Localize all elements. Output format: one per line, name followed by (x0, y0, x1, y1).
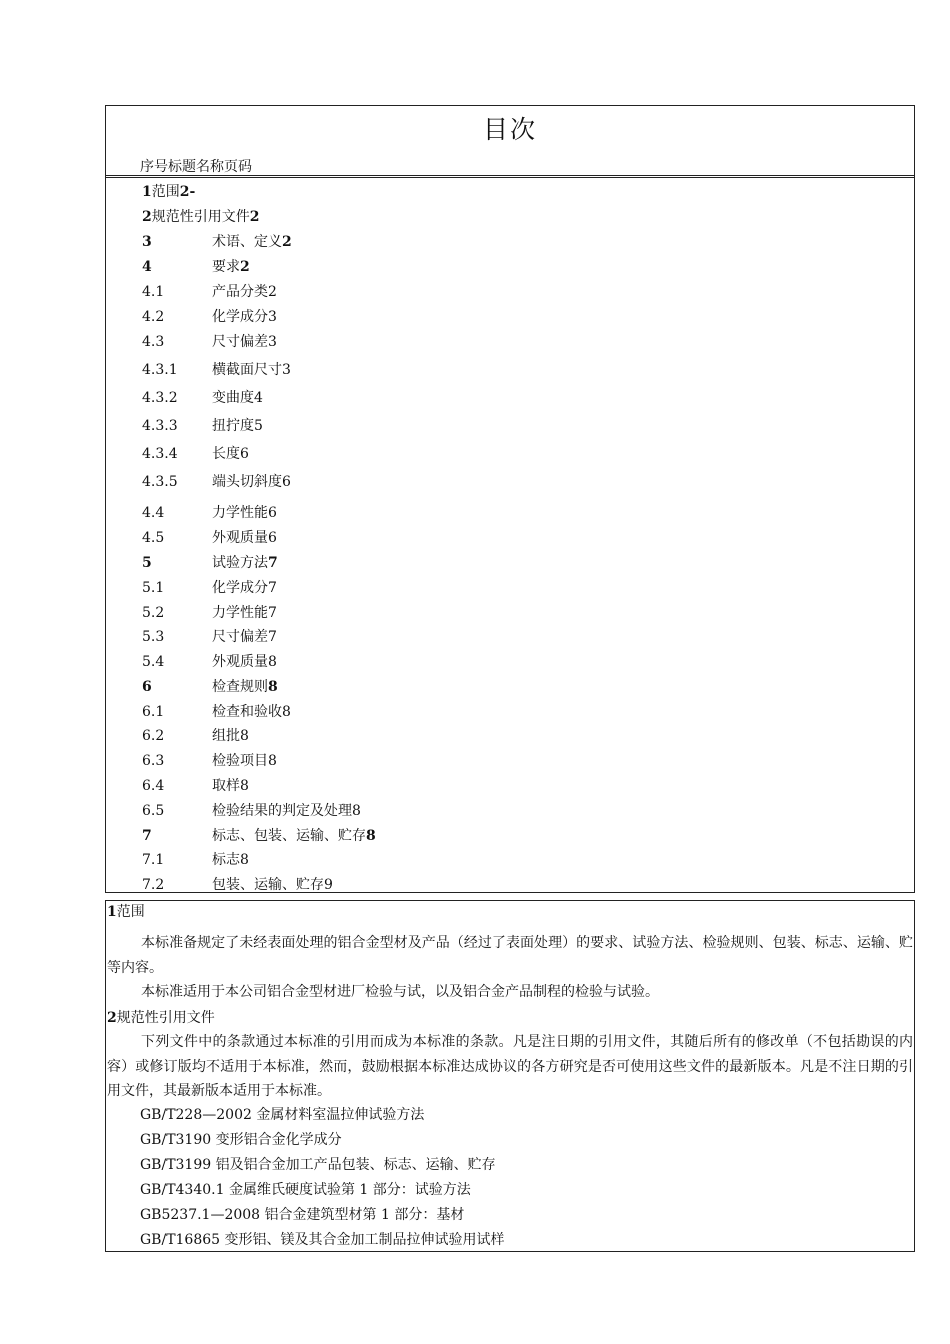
toc-entry-page: 2 (268, 284, 277, 300)
toc-entry-title: 检查规则 (212, 679, 268, 695)
toc-entry (142, 727, 249, 745)
toc-entry-title: 尺寸偏差 (212, 629, 268, 645)
toc-entry (142, 752, 277, 770)
toc-entry-title: 试验方法 (212, 555, 268, 571)
toc-entry-title: 扭拧度 (212, 418, 254, 434)
toc-entry-page: 8 (240, 778, 249, 794)
toc-entry-page: 4 (254, 390, 263, 406)
reference-item: GB/T16865 变形铝、镁及其合金加工制品拉伸试验用试样 (140, 1232, 505, 1248)
toc-entry-title: 检查和验收 (212, 704, 282, 720)
section-1-paragraph-2: 本标准适用于本公司铝合金型材进厂检验与试，以及铝合金产品制程的检验与试验。 (141, 984, 659, 1000)
toc-entry-title: 端头切斜度 (212, 474, 282, 490)
toc-entry-page: 2 (282, 234, 292, 250)
toc-entry-page: 3 (268, 334, 277, 350)
toc-entry (142, 504, 277, 522)
toc-entry-page: 3 (282, 362, 291, 378)
toc-entry-number: 4.4 (142, 505, 165, 521)
toc-entry-title: 尺寸偏差 (212, 334, 268, 350)
reference-item: GB5237.1—2008 铝合金建筑型材第 1 部分：基材 (140, 1207, 465, 1223)
toc-entry-number: 4.3.1 (142, 362, 178, 378)
document-body (105, 900, 915, 1252)
toc-entry (142, 851, 249, 869)
toc-entry-number: 3 (142, 234, 152, 250)
toc-entry (142, 389, 263, 407)
toc-entry-title: 变曲度 (212, 390, 254, 406)
toc-entry-page: 8 (352, 803, 361, 819)
toc-entry-number: 4.3.5 (142, 474, 178, 490)
toc-entry-page: 7 (268, 555, 278, 571)
toc-entry-number: 5.1 (142, 580, 165, 596)
reference-item: GB/T3199 铝及铝合金加工产品包装、标志、运输、贮存 (140, 1157, 496, 1173)
section-1-paragraph-1: 本标准备规定了未经表面处理的铝合金型材及产品（经过了表面处理）的要求、试验方法、检验规则、包装、标志、运输、贮等内容。 (107, 935, 913, 976)
toc-entry (142, 802, 361, 820)
toc-entry-page: 8 (268, 753, 277, 769)
toc-entry-number: 4.3.2 (142, 390, 178, 406)
toc-entry-page: 9 (324, 877, 333, 893)
toc-entry (142, 876, 333, 894)
toc-entry (142, 473, 291, 491)
toc-entry-page: 3 (268, 309, 277, 325)
toc-entry (142, 827, 376, 845)
toc-entry (142, 653, 277, 671)
section-number: 2 (107, 1010, 117, 1026)
toc-entry-number: 4.3.4 (142, 446, 178, 462)
toc-entry-title: 横截面尺寸 (212, 362, 282, 378)
toc-entry-title: 检验结果的判定及处理 (212, 803, 352, 819)
section-2-heading (107, 1009, 215, 1027)
toc-entry-page: 5 (254, 418, 263, 434)
toc-entry-title: 检验项目 (212, 753, 268, 769)
toc-entry-page: 8 (268, 679, 278, 695)
toc-entry-number: 5.4 (142, 654, 165, 670)
section-number: 1 (107, 904, 117, 920)
toc-entry-number: 4 (142, 259, 152, 275)
toc-entry-number: 4.1 (142, 284, 165, 300)
toc-entry-title: 产品分类 (212, 284, 268, 300)
toc-entry-number: 7.1 (142, 852, 165, 868)
toc-entry (142, 183, 195, 201)
toc-entry-number: 4.3 (142, 334, 165, 350)
toc-entry-page: 2 (240, 259, 250, 275)
section-title: 范围 (116, 904, 145, 920)
toc-entry-number: 1 (142, 184, 152, 200)
toc-entry-page: 8 (268, 654, 277, 670)
section-1-heading (107, 903, 145, 921)
toc-entry-title: 外观质量 (212, 654, 268, 670)
toc-entry-page: 8 (240, 852, 249, 868)
toc-entry-title: 标志 (212, 852, 240, 868)
toc-entry-title: 力学性能 (212, 505, 268, 521)
toc-entry-number: 6.1 (142, 704, 165, 720)
toc-entry-title: 规范性引用文件 (151, 209, 250, 225)
toc-entry-title: 术语、定义 (212, 234, 282, 250)
toc-entry-title: 外观质量 (212, 530, 268, 546)
toc-entry (142, 208, 260, 226)
reference-item: GB/T3190 变形铝合金化学成分 (140, 1132, 342, 1148)
toc-entry-title: 长度 (212, 446, 240, 462)
toc-entry-page: 2- (179, 184, 196, 200)
toc-entry (142, 258, 250, 276)
toc-entry-title: 要求 (212, 259, 240, 275)
toc-entry-number: 4.3.3 (142, 418, 178, 434)
toc-entry-number: 7 (142, 828, 152, 844)
toc-column-header: 序号标题名称页码 (140, 159, 252, 175)
toc-entry-page: 8 (282, 704, 291, 720)
toc-entry-number: 5 (142, 555, 152, 571)
toc-entry-page: 7 (268, 580, 277, 596)
toc-entry-title: 化学成分 (212, 580, 268, 596)
toc-entry (142, 333, 277, 351)
toc-entry-number: 6.5 (142, 803, 165, 819)
toc-entry-page: 6 (268, 530, 277, 546)
toc-entry (142, 529, 277, 547)
toc-entry-title: 范围 (151, 184, 180, 200)
toc-entry (142, 554, 278, 572)
toc-entry-page: 2 (249, 209, 260, 225)
toc-entry (142, 703, 291, 721)
toc-entry-page: 7 (268, 629, 277, 645)
toc-title: 目次 (482, 115, 537, 144)
toc-entry (142, 233, 292, 251)
toc-entry-number: 6.2 (142, 728, 165, 744)
toc-entry (142, 417, 263, 435)
toc-entry-title: 包装、运输、贮存 (212, 877, 324, 893)
toc-entry (142, 361, 291, 379)
table-of-contents (105, 105, 915, 893)
toc-entry-number: 5.3 (142, 629, 165, 645)
toc-entry-number: 6.3 (142, 753, 165, 769)
toc-entry-page: 8 (366, 828, 376, 844)
toc-entry (142, 604, 277, 622)
toc-entry-number: 5.2 (142, 605, 165, 621)
toc-entry-page: 7 (268, 605, 277, 621)
toc-entry-number: 6.4 (142, 778, 165, 794)
toc-entry-number: 4.2 (142, 309, 165, 325)
reference-item: GB/T4340.1 金属维氏硬度试验第 1 部分：试验方法 (140, 1182, 471, 1198)
toc-entry-number: 2 (142, 209, 152, 225)
toc-entry-title: 取样 (212, 778, 240, 794)
toc-entry-page: 6 (240, 446, 249, 462)
section-title: 规范性引用文件 (116, 1010, 215, 1026)
toc-entry (142, 308, 277, 326)
section-2-paragraph-1: 下列文件中的条款通过本标准的引用而成为本标准的条款。凡是注日期的引用文件，其随后所有的修改单（不包括勘误的内容）或修订版均不适用于本标准，然而，鼓励根据本标准达成协议的各方研究是否可使用这些文件的最新版本。凡是不注日期的引用文件，其最新版本适用于本标准。 (107, 1034, 913, 1099)
toc-entry-number: 6 (142, 679, 152, 695)
toc-entry (142, 777, 249, 795)
toc-divider (106, 175, 914, 178)
toc-entry-title: 组批 (212, 728, 240, 744)
toc-entry (142, 283, 277, 301)
reference-item: GB/T228—2002 金属材料室温拉伸试验方法 (140, 1107, 425, 1123)
toc-entry-number: 4.5 (142, 530, 165, 546)
toc-entry-number: 7.2 (142, 877, 165, 893)
toc-entry (142, 579, 277, 597)
toc-entry-title: 力学性能 (212, 605, 268, 621)
toc-entry-page: 6 (282, 474, 291, 490)
toc-entry-page: 6 (268, 505, 277, 521)
toc-entry (142, 445, 249, 463)
toc-entry (142, 628, 277, 646)
toc-entry-page: 8 (240, 728, 249, 744)
toc-entry-title: 化学成分 (212, 309, 268, 325)
toc-entry (142, 678, 278, 696)
toc-entry-title: 标志、包装、运输、贮存 (212, 828, 366, 844)
